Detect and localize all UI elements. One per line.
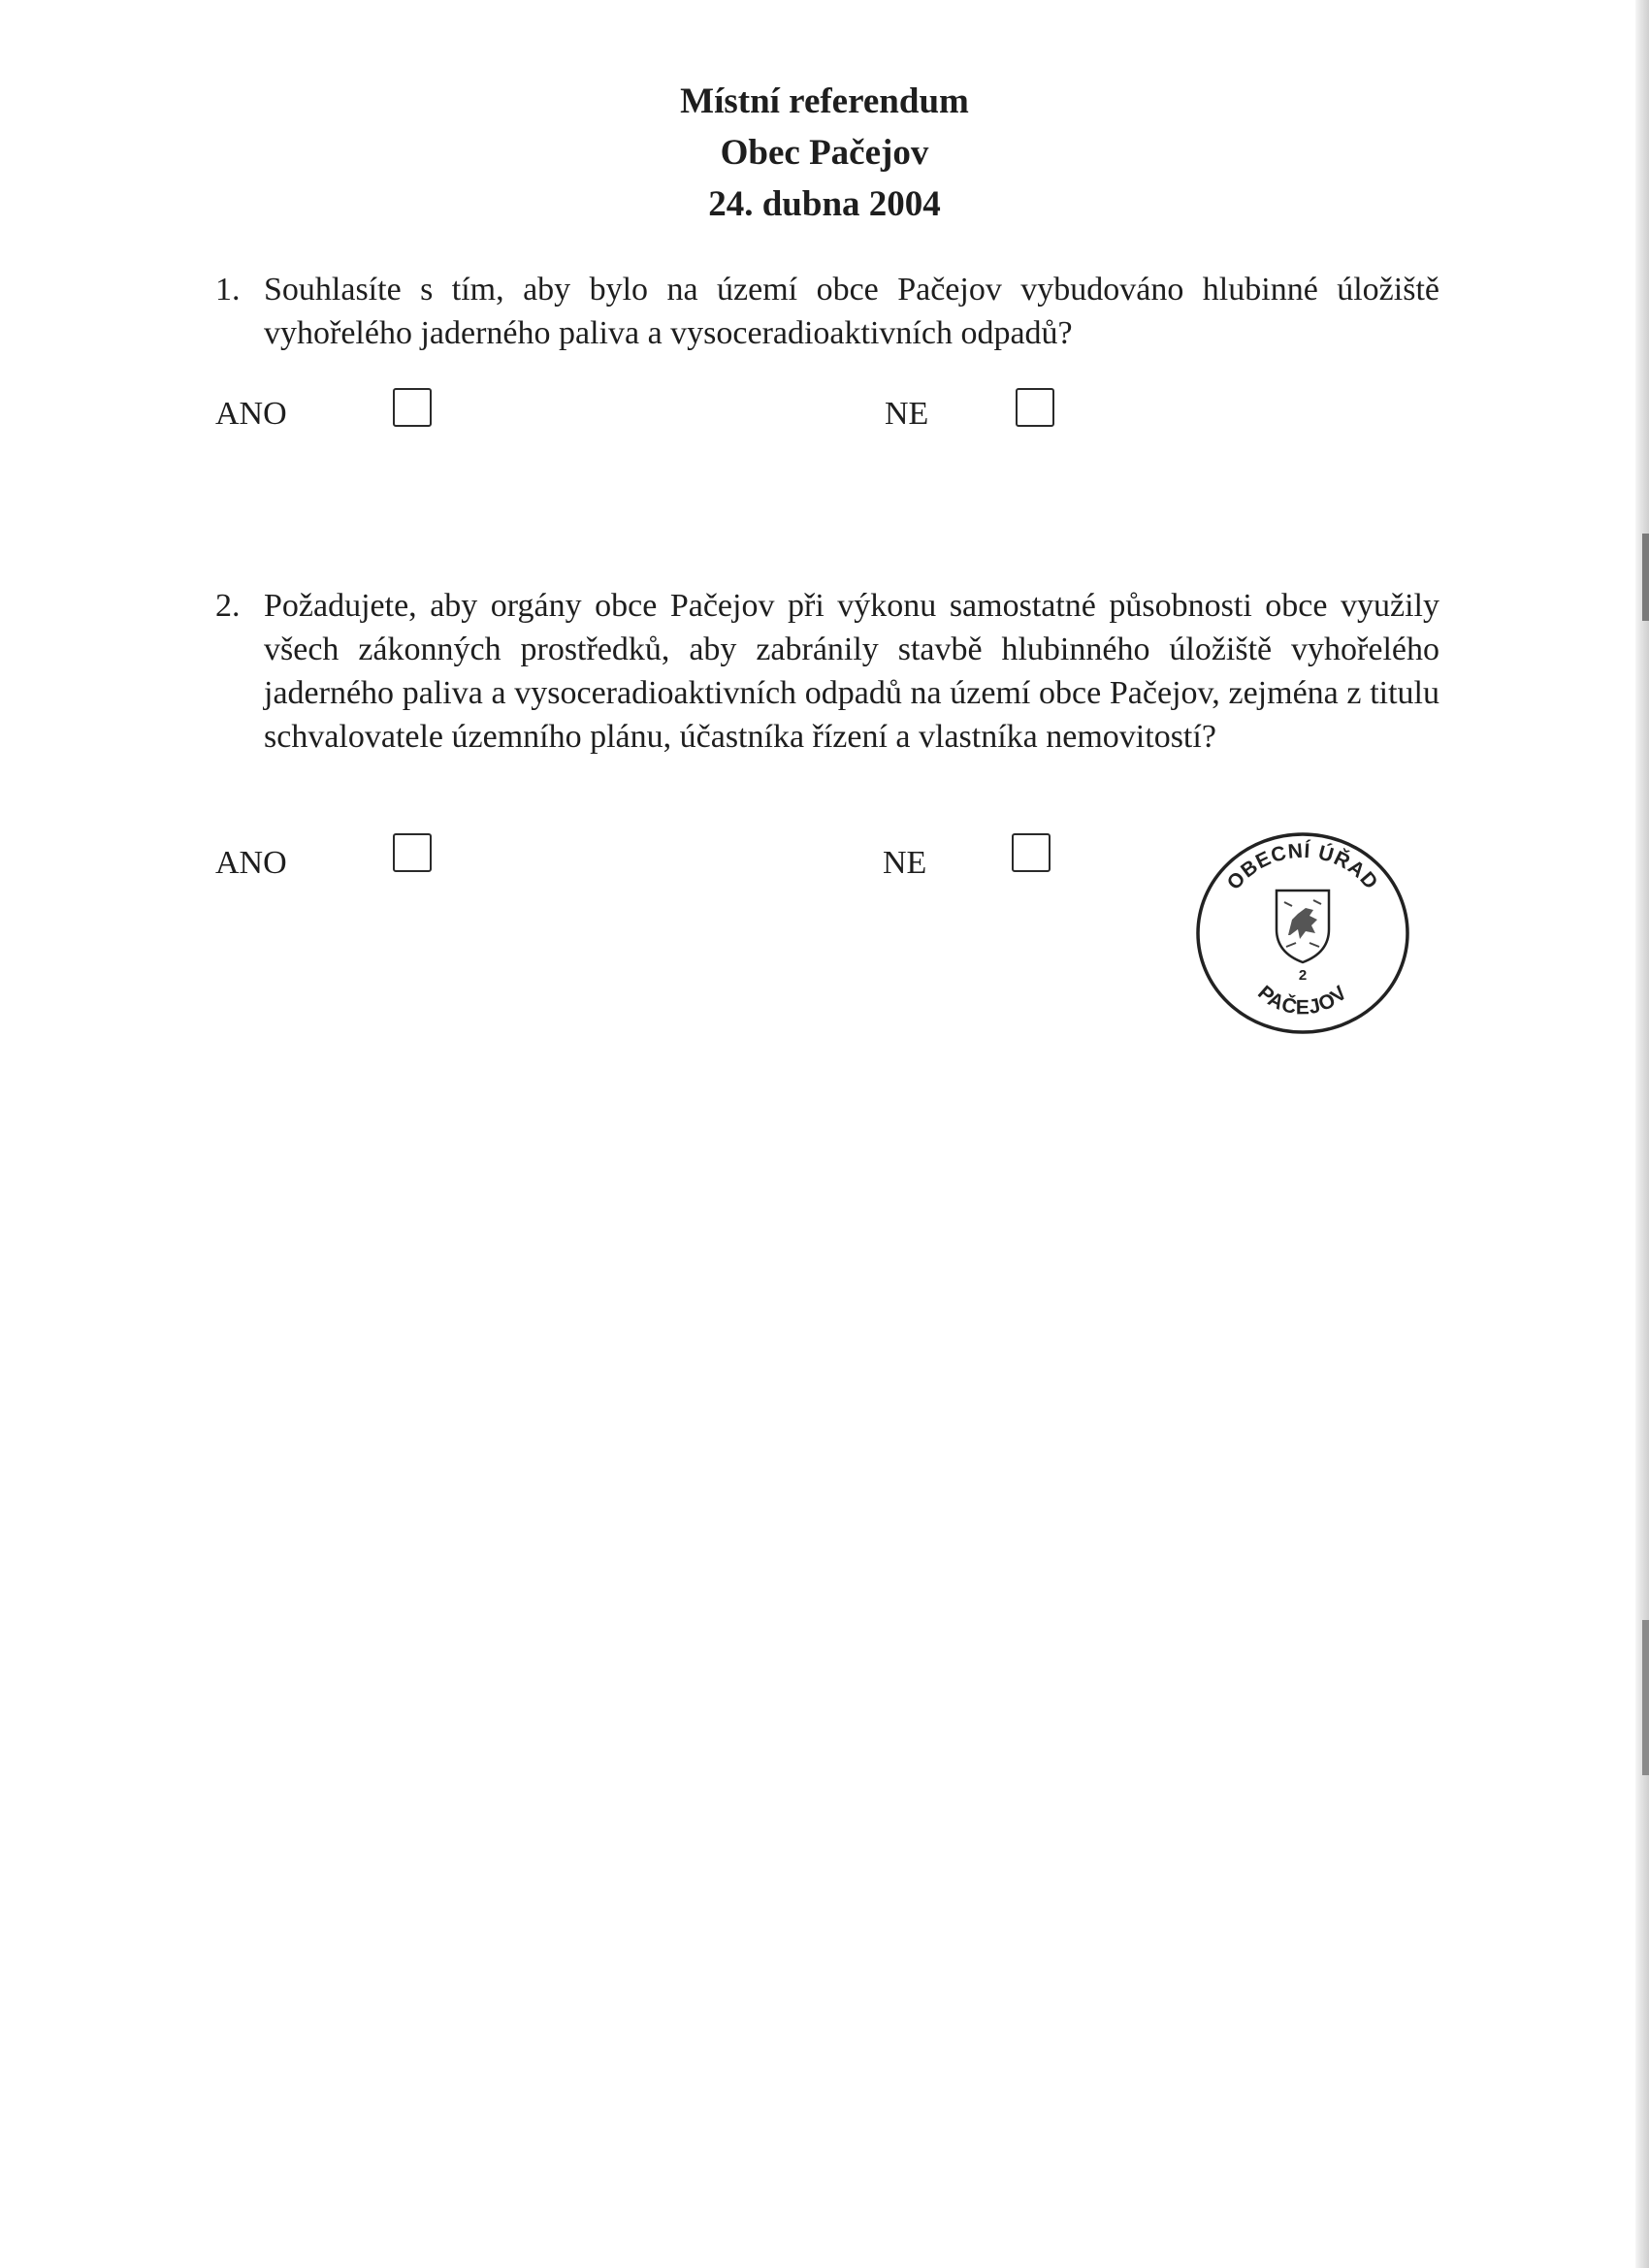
- official-stamp: [1191, 826, 1414, 1040]
- question-number: 1.: [215, 272, 241, 308]
- question-1: [215, 268, 1439, 355]
- question-text: Souhlasíte s tím, aby bylo na území obce Pačejov vybudováno hlubinné úložiště vyhořelého jaderného paliva a vysoceradioaktivních odpadů?: [264, 272, 1439, 351]
- stamp-seal: [1191, 826, 1414, 1040]
- scan-edge-mark: [1642, 1620, 1649, 1775]
- stamp-bottom-text: PAČEJOV: [1253, 981, 1352, 1020]
- stamp-top-text: OBECNÍ ÚŘAD: [1222, 839, 1383, 894]
- scan-edge: [1635, 0, 1649, 2268]
- coat-of-arms-icon: [1277, 891, 1329, 962]
- scan-edge-mark: [1642, 534, 1649, 621]
- ballot-title: Místní referendum: [680, 81, 969, 121]
- svg-text:PAČEJOV: [1253, 982, 1352, 1020]
- q1-no-checkbox[interactable]: [1016, 388, 1054, 427]
- question-text: Požadujete, aby orgány obce Pačejov při výkonu samostatné působnosti obce využily všech zákonných prostředků, aby zabránily stavbě hlubinného úložiště vyhořelého jaderného paliva a vysoceradioaktivních odpadů na území obce Pačejov, zejména z titulu schvalovatele územního plánu, účastníka řízení a vlastníka nemovitostí?: [264, 588, 1439, 755]
- question-number: 2.: [215, 588, 241, 624]
- q2-no-checkbox[interactable]: [1012, 833, 1051, 872]
- stamp-number: 2: [1298, 967, 1308, 984]
- q2-no-label: NE: [883, 845, 927, 881]
- municipality-name: Obec Pačejov: [720, 133, 929, 173]
- q2-yes-label: ANO: [215, 845, 287, 881]
- referendum-date: 24. dubna 2004: [708, 184, 941, 224]
- q1-no-label: NE: [885, 396, 929, 432]
- q1-yes-checkbox[interactable]: [393, 388, 432, 427]
- q2-yes-checkbox[interactable]: [393, 833, 432, 872]
- q1-yes-label: ANO: [215, 396, 287, 432]
- question-2: [215, 584, 1439, 759]
- ballot-header: [0, 76, 1649, 230]
